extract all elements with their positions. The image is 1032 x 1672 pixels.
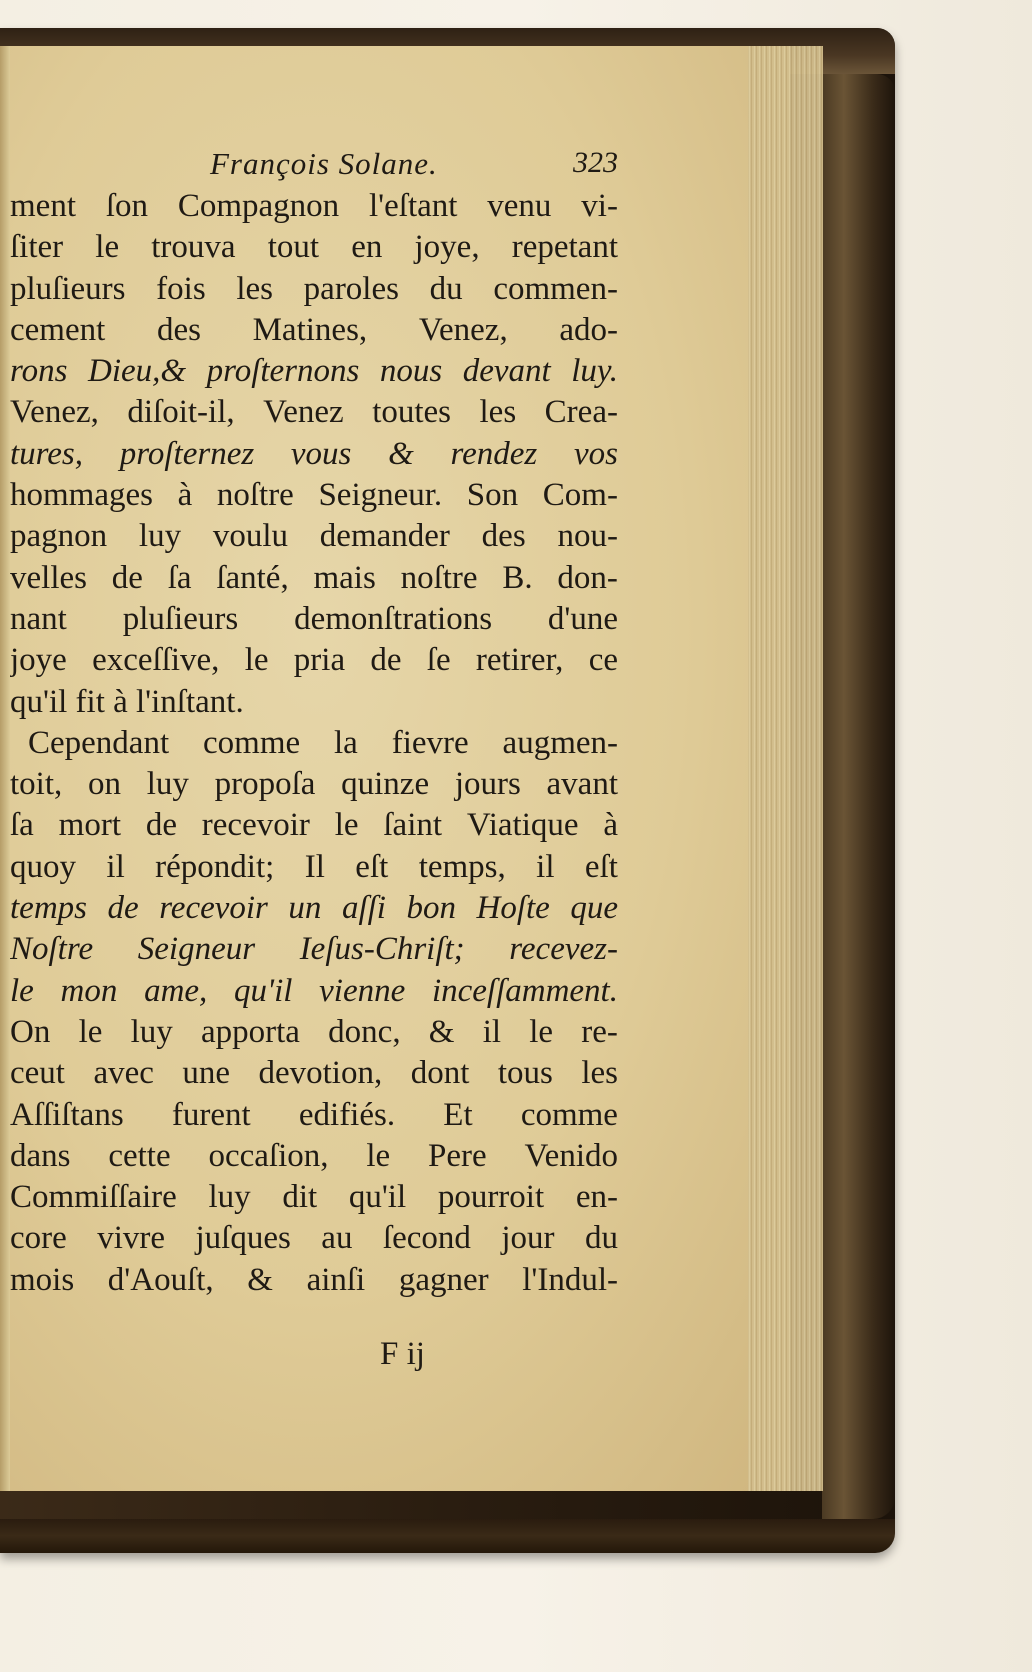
page-header	[10, 140, 618, 184]
text-line: core vivre juſques au ſecond jour du	[10, 1220, 618, 1257]
running-head: François Solane.	[210, 146, 438, 181]
text-line: quoy il répondit; Il eſt temps, il eſt	[10, 848, 618, 885]
text-line: qu'il fit à l'inſtant.	[10, 683, 244, 720]
text-line: Venez, diſoit-il, Venez toutes les Crea-	[10, 394, 618, 431]
text-line: cement des Matines, Venez, ado-	[10, 311, 618, 348]
text-line: toit, on luy propoſa quinze jours avant	[10, 766, 618, 803]
text-line: dans cette occaſion, le Pere Venido	[10, 1137, 618, 1174]
text-line: rons Dieu,& proſternons nous devant luy.	[10, 353, 618, 390]
text-line: On le luy apporta donc, & il le re-	[10, 1013, 618, 1050]
gutter-shadow	[0, 46, 10, 1491]
text-lines	[10, 186, 618, 1301]
text-line: Aſſiſtans furent edifiés. Et comme	[10, 1096, 618, 1133]
text-line: temps de recevoir un aſſi bon Hoſte que	[10, 890, 618, 927]
text-line: ſiter le trouva tout en joye, repetant	[10, 229, 618, 266]
page-block-edges	[748, 46, 823, 1491]
text-line: pagnon luy voulu demander des nou-	[10, 518, 618, 555]
text-line: nant pluſieurs demonſtrations d'une	[10, 600, 618, 637]
text-line: mois d'Aouſt, & ainſi gagner l'Indul-	[10, 1261, 618, 1298]
text-line: velles de ſa ſanté, mais noſtre B. don-	[10, 559, 618, 596]
cover-fore-edge	[822, 74, 895, 1519]
text-line: Commiſſaire luy dit qu'il pourroit en-	[10, 1179, 618, 1216]
text-line: joye exceſſive, le pria de ſe retirer, ce	[10, 642, 618, 679]
text-line: ment ſon Compagnon l'eſtant venu vi-	[10, 188, 618, 224]
text-line: pluſieurs fois les paroles du commen-	[10, 270, 618, 307]
signature-mark: F ij	[380, 1336, 425, 1372]
cover-bottom-edge	[0, 1519, 895, 1553]
text-line: tures, proſternez vous & rendez vos	[10, 435, 618, 472]
page-number: 323	[573, 146, 618, 179]
page-text-block	[10, 140, 618, 1301]
text-line: Noſtre Seigneur Ieſus-Chriſt; recevez-	[10, 931, 618, 968]
text-line: ceut avec une devotion, dont tous les	[10, 1055, 618, 1092]
text-line: ſa mort de recevoir le ſaint Viatique à	[10, 807, 618, 844]
text-line: le mon ame, qu'il vienne inceſſamment.	[10, 972, 618, 1009]
text-line: Cependant comme la fievre augmen-	[28, 724, 618, 761]
text-line: hommages à noſtre Seigneur. Son Com-	[10, 477, 618, 514]
